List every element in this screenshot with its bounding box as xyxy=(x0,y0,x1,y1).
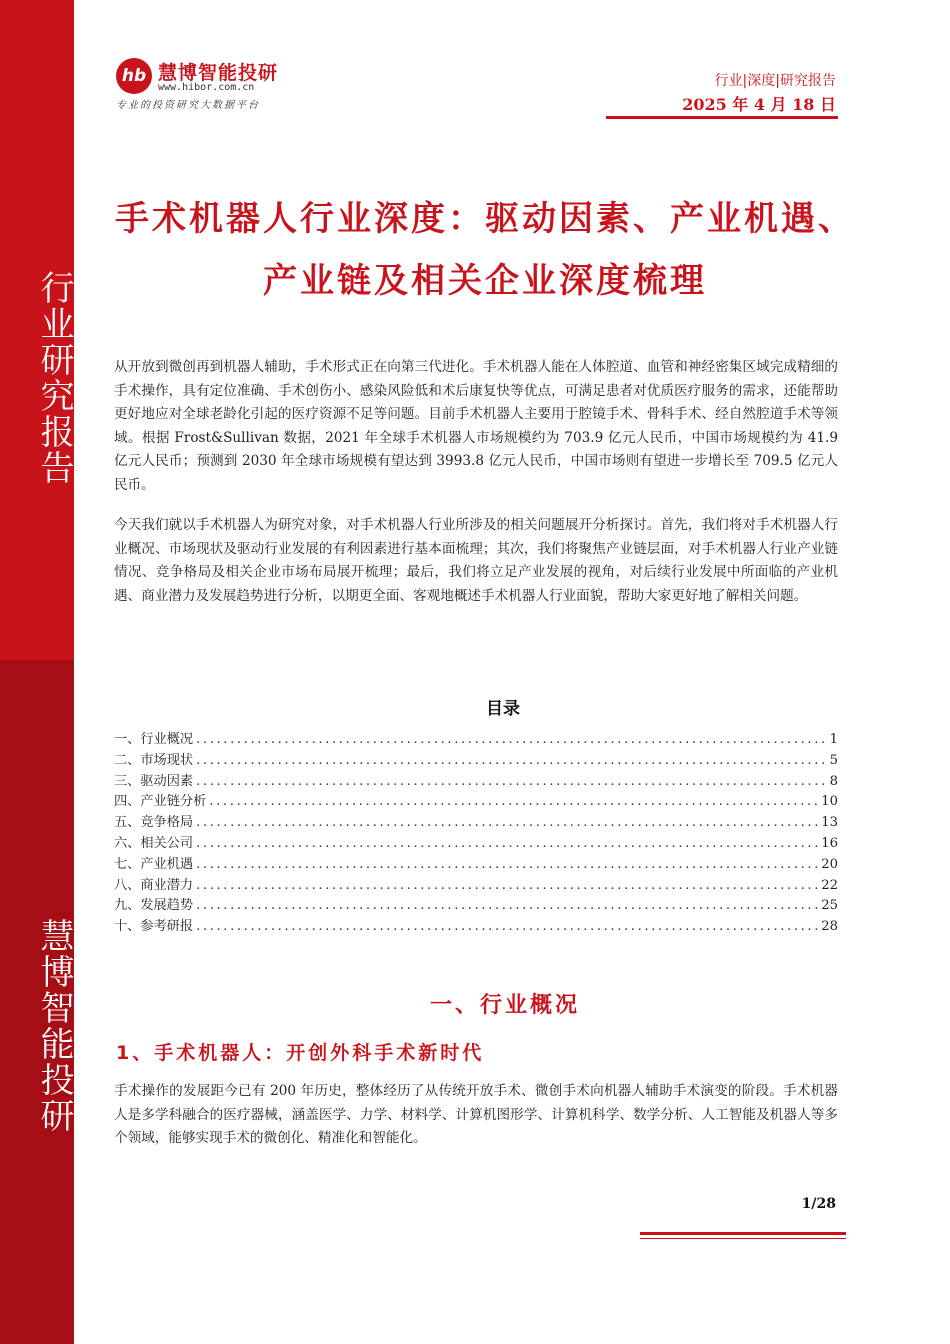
toc-item-page: 13 xyxy=(821,815,838,831)
toc-item-label: 六、相关公司 xyxy=(114,835,194,851)
table-of-contents xyxy=(114,728,838,936)
toc-leader xyxy=(196,774,826,789)
subsection-heading: 1、手术机器人：开创外科手术新时代 xyxy=(116,1042,485,1064)
toc-leader xyxy=(196,857,818,872)
toc-item[interactable] xyxy=(114,915,838,936)
toc-item-label: 五、竞争格局 xyxy=(114,815,194,831)
title-line-1: 手术机器人行业深度：驱动因素、产业机遇、 xyxy=(115,199,855,239)
toc-item-label: 一、行业概况 xyxy=(114,732,194,747)
toc-leader xyxy=(196,753,826,768)
toc-leader xyxy=(196,732,826,747)
page-title xyxy=(100,188,870,312)
toc-item[interactable] xyxy=(114,728,838,749)
toc-item-page: 5 xyxy=(829,752,838,768)
logo-name: 慧博智能投研 xyxy=(158,62,279,84)
logo[interactable] xyxy=(116,56,316,112)
toc-leader xyxy=(196,898,818,913)
toc-item-label: 八、商业潜力 xyxy=(114,877,194,893)
section-paragraph-1: 手术操作的发展距今已有 200 年历史，整体经历了从传统开放手术、微创手术向机器人辅助手术演变的阶段。手术机器人是多学科融合的医疗器械，涵盖医学、力学、材料学、计算机图形学、计算机科学、数学分析、人工智能及机器人等多个领域，能够实现手术的微创化、精准化和智能化。 xyxy=(114,1083,838,1147)
section-heading xyxy=(0,988,950,1019)
toc-item-label: 四、产业链分析 xyxy=(114,794,207,810)
toc-item[interactable] xyxy=(114,832,838,853)
logo-badge-icon: hb xyxy=(116,58,152,94)
toc-item-page: 8 xyxy=(829,773,838,789)
toc-item[interactable] xyxy=(114,894,838,915)
toc-leader xyxy=(196,919,818,934)
logo-slogan: 专业的投资研究大数据平台 xyxy=(116,100,260,111)
logo-url: www.hibor.com.cn xyxy=(158,82,255,93)
toc-leader xyxy=(196,836,818,851)
title-line-2: 产业链及相关企业深度梳理 xyxy=(263,261,707,301)
toc-item-label: 三、驱动因素 xyxy=(114,773,194,789)
toc-item-page: 16 xyxy=(821,835,838,851)
toc-item[interactable] xyxy=(114,790,838,811)
intro-paragraph-2: 今天我们就以手术机器人为研究对象，对手术机器人行业所涉及的相关问题展开分析探讨。首先，我们将对手术机器人行业概况、市场现状及驱动行业发展的有利因素进行基本面梳理；其次，我们将聚焦产业链层面，对手术机器人行业产业链情况、竞争格局及相关企业市场布局展开梳理；最后，我们将立足产业发展的视角，对后续行业发展中所面临的产业机遇、商业潜力及发展趋势进行分析，以期更全面、客观地概述手术机器人行业面貌，帮助大家更好地了解相关问题。 xyxy=(114,517,838,604)
footer-divider-thin xyxy=(640,1238,846,1239)
toc-item[interactable] xyxy=(114,770,838,791)
toc-leader xyxy=(196,815,818,830)
report-type: 行业|深度|研究报告 xyxy=(714,73,836,89)
toc-item[interactable] xyxy=(114,811,838,832)
toc-item-label: 十、参考研报 xyxy=(114,919,194,935)
toc-item-page: 1 xyxy=(829,732,838,747)
toc-item-label: 九、发展趋势 xyxy=(114,898,194,914)
toc-item[interactable] xyxy=(114,874,838,895)
header-divider xyxy=(606,116,838,119)
section-heading-text: 一、行业概况 xyxy=(429,993,580,1018)
toc-item-page: 28 xyxy=(821,919,838,935)
toc-leader xyxy=(209,794,818,809)
sidebar-top-text: 行业研究报告 xyxy=(34,270,74,486)
toc-heading xyxy=(0,694,950,719)
toc-item-page: 20 xyxy=(821,856,838,872)
page-number: 1/28 xyxy=(801,1196,836,1212)
toc-item-page: 25 xyxy=(821,898,838,914)
toc-heading-text: 目录 xyxy=(486,699,520,719)
toc-item-page: 10 xyxy=(821,794,838,810)
sidebar-bottom-text: 慧博智能投研 xyxy=(34,918,74,1134)
toc-item-page: 22 xyxy=(821,877,838,893)
toc-item-label: 二、市场现状 xyxy=(114,752,194,768)
footer-divider xyxy=(640,1232,846,1235)
toc-item[interactable] xyxy=(114,853,838,874)
intro-paragraph-1: 从开放到微创再到机器人辅助，手术形式正在向第三代进化。手术机器人能在人体腔道、血管和神经密集区域完成精细的手术操作，具有定位准确、手术创伤小、感染风险低和术后康复快等优点，可满足患者对优质医疗服务的需求，还能帮助更好地应对全球老龄化引起的医疗资源不足等问题。目前手术机器人主要用于腔镜手术、骨科手术、经自然腔道手术等领域。根据 Frost&Sullivan 数据，2021 年全球手术机器人市场规模约为 703.9 亿元人民币，中国市场规模约为 41.9 亿元人民币；预测到 2030 年全球市场规模有望达到 3993.8 亿元人民币，中国市场则有望进一步增长至 709.5 亿元人民币。 xyxy=(114,359,838,493)
toc-item-label: 七、产业机遇 xyxy=(114,856,194,872)
toc-leader xyxy=(196,878,818,893)
report-date: 2025 年 4 月 18 日 xyxy=(682,95,836,114)
toc-item[interactable] xyxy=(114,749,838,770)
